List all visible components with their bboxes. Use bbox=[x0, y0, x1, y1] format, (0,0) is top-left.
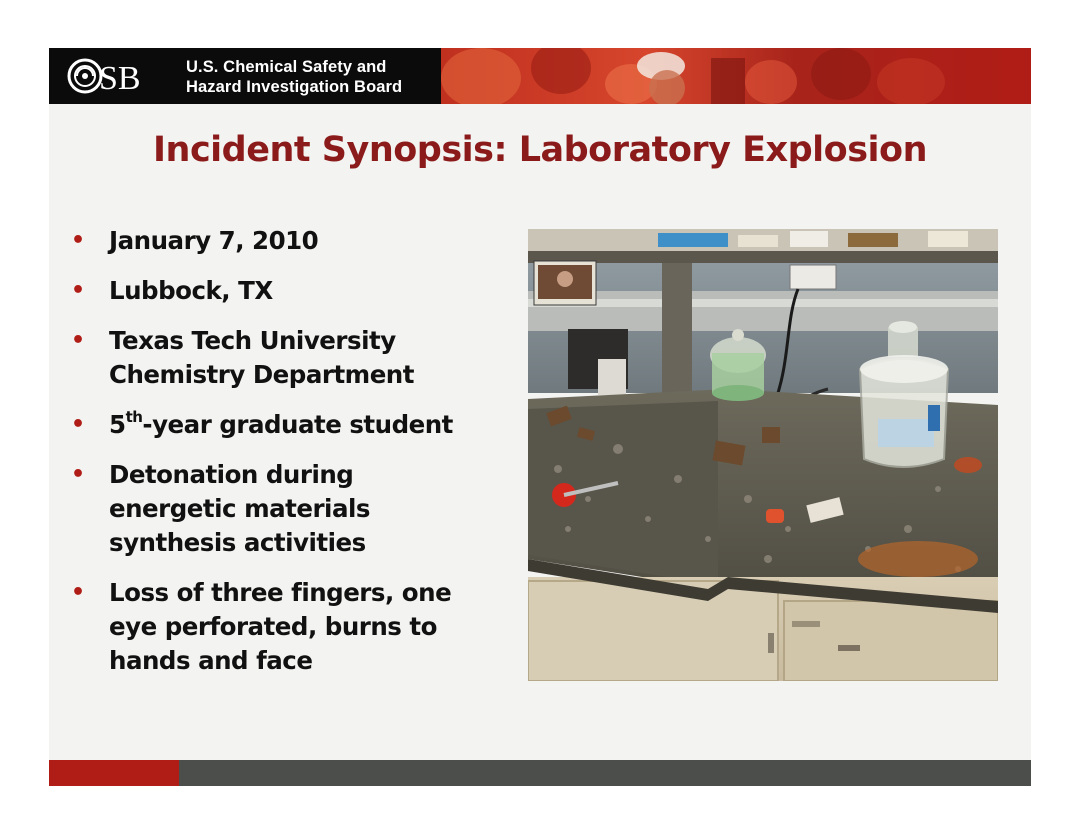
bullet-text: Texas Tech University bbox=[109, 326, 396, 355]
bullet-text: hands and face bbox=[109, 646, 313, 675]
ordinal-number: 5 bbox=[109, 410, 126, 439]
banner-photo-collage bbox=[441, 48, 1031, 104]
org-name-line-1: U.S. Chemical Safety and bbox=[186, 58, 387, 76]
bullet-item bbox=[71, 224, 511, 258]
bullet-item bbox=[71, 408, 511, 442]
header-banner bbox=[49, 48, 1031, 104]
bullet-marker: • bbox=[71, 278, 85, 303]
bullet-marker: • bbox=[71, 462, 85, 487]
bullet-list bbox=[71, 224, 511, 694]
bullet-text: Chemistry Department bbox=[109, 360, 414, 389]
footer-bar bbox=[179, 760, 1031, 786]
bullet-marker: • bbox=[71, 580, 85, 605]
lab-explosion-photo bbox=[528, 229, 998, 681]
bullet-item bbox=[71, 324, 511, 392]
bullet-text: January 7, 2010 bbox=[109, 226, 319, 255]
bullet-item bbox=[71, 458, 511, 560]
footer-bar-accent bbox=[49, 760, 179, 786]
bullet-text bbox=[109, 408, 511, 442]
bullet-text: Lubbock, TX bbox=[109, 276, 273, 305]
bullet-text-rest: -year graduate student bbox=[142, 410, 453, 439]
slide-title: Incident Synopsis: Laboratory Explosion bbox=[153, 130, 927, 170]
ordinal-suffix: th bbox=[125, 408, 143, 426]
bullet-text: Loss of three fingers, one bbox=[109, 578, 452, 607]
bullet-marker: • bbox=[71, 328, 85, 353]
logo-block bbox=[49, 48, 441, 104]
bullet-item bbox=[71, 576, 511, 678]
bullet-text: eye perforated, burns to bbox=[109, 612, 437, 641]
csb-logo bbox=[65, 56, 165, 96]
svg-text:SB: SB bbox=[99, 60, 141, 96]
slide bbox=[49, 48, 1031, 786]
bullet-marker: • bbox=[71, 228, 85, 253]
bullet-item bbox=[71, 274, 511, 308]
org-name-line-2: Hazard Investigation Board bbox=[186, 78, 403, 96]
bullet-text: Detonation during bbox=[109, 460, 354, 489]
bullet-text: energetic materials bbox=[109, 494, 370, 523]
bullet-text: synthesis activities bbox=[109, 528, 366, 557]
bullet-marker: • bbox=[71, 412, 85, 437]
